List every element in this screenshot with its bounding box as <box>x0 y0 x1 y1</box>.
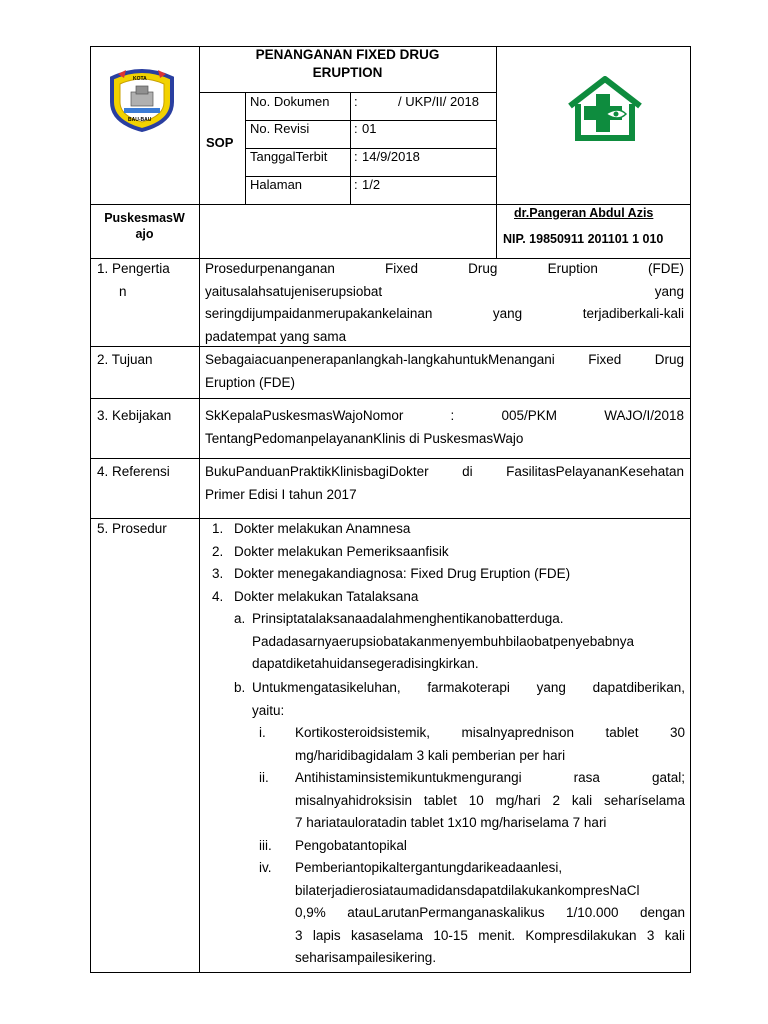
kebijakan-line: TentangPedomanpelayananKlinis di PuskesmasWajo <box>205 430 524 446</box>
puskesmas-name-line1: PuskesmasW <box>104 211 185 225</box>
doc-title-line1: PENANGANAN FIXED DRUG <box>255 47 440 62</box>
prosedur-label-text: 5. Prosedur <box>97 521 167 536</box>
puskesmas-logo <box>566 76 644 142</box>
roman-iii-mark: iii. <box>259 838 272 853</box>
roman-iv-line: Pemberiantopikaltergantungdarikeadaanlesi, <box>295 860 563 875</box>
revision-value-prefix: : <box>354 121 358 136</box>
kota-baubau-logo <box>104 68 180 132</box>
signer-nip: NIP. 19850911 201101 1 010 <box>503 232 664 246</box>
prosedur-step: 4. Dokter melakukan Tatalaksana <box>212 588 419 604</box>
sub-a-line: Padadasarnyaerupsiobatakanmenyembuhbilaobatpenyebabnya <box>252 633 635 649</box>
roman-iii-line: Pengobatantopikal <box>295 838 407 853</box>
issue-date-sep: : <box>354 149 358 164</box>
sub-b-mark: b. <box>234 680 246 695</box>
page-value: 1/2 <box>362 177 381 192</box>
tujuan-label <box>97 349 153 372</box>
referensi-line: Primer Edisi I tahun 2017 <box>205 486 357 502</box>
roman-i-text <box>295 722 685 767</box>
pengertian-text <box>205 258 684 348</box>
page-label: Halaman <box>250 177 303 192</box>
prosedur-step: 2. Dokter melakukan Pemeriksaanfisik <box>212 543 449 559</box>
roman-iv-mark: iv. <box>259 860 272 875</box>
roman-i-line: mg/haridibagidalam 3 kali pemberian per hari <box>295 747 566 763</box>
tujuan-line: Sebagaiacuanpenerapanlangkah-langkahuntukMenangani Fixed Drug <box>205 352 684 367</box>
roman-ii-text <box>295 767 685 835</box>
roman-i-line: Kortikosteroidsistemik, misalnyaprednison tablet 30 <box>295 725 685 740</box>
pengertian-line: seringdijumpaidanmerupakankelainan yang terjadiberkali-kali <box>205 306 684 321</box>
sub-a-mark: a. <box>234 611 246 626</box>
roman-i-mark: i. <box>259 725 266 740</box>
referensi-text <box>205 461 684 506</box>
sub-b-line: Untukmengatasikeluhan, farmakoterapi yang dapatdiberikan, <box>252 680 685 695</box>
tujuan-text <box>205 349 684 394</box>
sub-a-line: dapatdiketahuidansegeradisingkirkan. <box>252 656 479 671</box>
referensi-label <box>97 461 170 484</box>
signer-name: dr.Pangeran Abdul Azis <box>514 206 654 220</box>
roman-iv-line: 0,9% atauLarutanPermanganaskalikus 1/10.000 dengan <box>295 905 685 920</box>
logo-bottom-text: BAU-BAU <box>128 117 152 123</box>
roman-iii-text <box>295 835 685 858</box>
kebijakan-label <box>97 405 171 428</box>
kebijakan-label-text: 3. Kebijakan <box>97 408 172 423</box>
sop-label: SOP <box>206 135 234 150</box>
referensi-label-text: 4. Referensi <box>97 464 170 479</box>
prosedur-steps <box>212 518 682 608</box>
roman-ii-line: misalnyahidroksisin tablet 10 mg/hari 2 kali seharíselama <box>295 792 685 808</box>
kebijakan-text <box>205 405 684 450</box>
revision-label: No. Revisi <box>250 121 310 136</box>
prosedur-label <box>97 518 167 541</box>
kebijakan-line: SkKepalaPuskesmasWajoNomor : 005/PKM WAJO/I/2018 <box>205 408 684 423</box>
pengertian-label-line2: n <box>119 283 127 299</box>
roman-ii-line: Antihistaminsistemikuntukmengurangi rasa gatal; <box>295 770 685 785</box>
roman-iv-line: bilaterjadierosiataumadidansdapatdilakukankompresNaCl <box>295 882 640 898</box>
tujuan-label-text: 2. Tujuan <box>97 352 153 367</box>
sub-b-line: yaitu: <box>252 702 285 718</box>
sub-b-text <box>252 677 685 722</box>
revision-value: 01 <box>362 121 377 136</box>
sub-a-text <box>252 608 680 676</box>
referensi-line: BukuPanduanPraktikKlinisbagiDokter di FasilitasPelayananKesehatan <box>205 464 684 479</box>
page-sep: : <box>354 177 358 192</box>
prosedur-step: 1. Dokter melakukan Anamnesa <box>212 521 411 536</box>
doc-number-sep: : <box>354 94 358 109</box>
doc-number-label: No. Dokumen <box>250 94 330 109</box>
pengertian-line: padatempat yang sama <box>205 328 347 344</box>
doc-number-value: / UKP/II/ 2018 <box>398 94 479 109</box>
puskesmas-name-line2: ajo <box>135 227 154 241</box>
pengertian-line: yaitusalahsatujeniserupsiobat yang <box>205 283 684 299</box>
pengertian-label-line1: 1. Pengertia <box>97 261 170 276</box>
tujuan-line: Eruption (FDE) <box>205 374 296 390</box>
issue-date-value: 14/9/2018 <box>362 149 420 164</box>
roman-iv-line: 3 lapis kasaselama 10-15 menit. Kompresdilakukan 3 kali <box>295 927 685 943</box>
roman-ii-line: 7 hariatauloratadin tablet 1x10 mg/hariselama 7 hari <box>295 815 607 830</box>
roman-ii-mark: ii. <box>259 770 269 785</box>
issue-date-label: TanggalTerbit <box>250 149 328 164</box>
sub-a-line: Prinsiptatalaksanaadalahmenghentikanobatterduga. <box>252 611 564 626</box>
logo-top-text: KOTA <box>133 76 147 82</box>
roman-iv-line: seharisampailesikering. <box>295 950 437 965</box>
prosedur-step: 3. Dokter menegakandiagnosa: Fixed Drug Eruption (FDE) <box>212 566 571 581</box>
doc-title-line2: ERUPTION <box>312 65 383 80</box>
pengertian-line: Prosedurpenanganan Fixed Drug Eruption (FDE) <box>205 261 684 276</box>
roman-iv-text <box>295 857 685 970</box>
pengertian-label <box>97 258 195 303</box>
